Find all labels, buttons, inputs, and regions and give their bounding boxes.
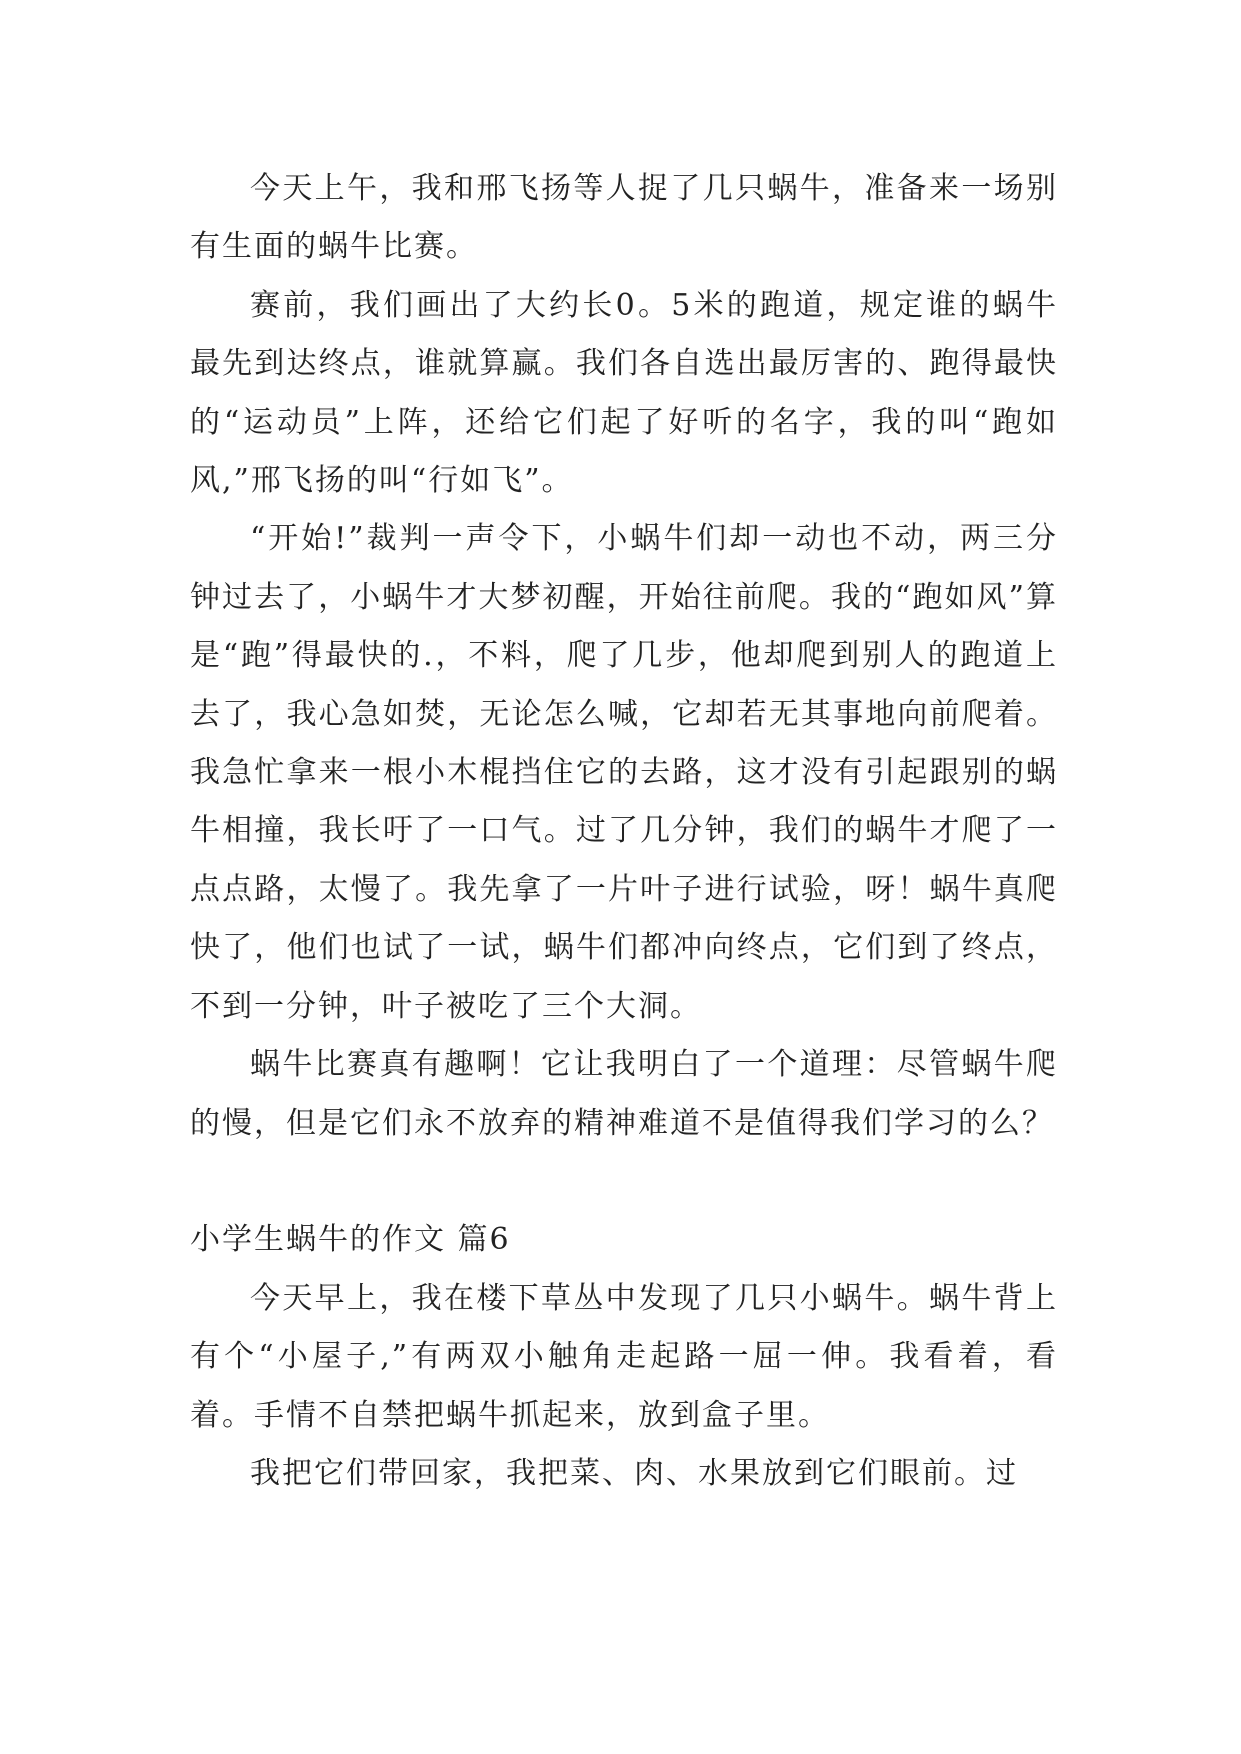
document-body — [190, 160, 1058, 1503]
paragraph-bringing-home: 我把它们带回家，我把菜、肉、水果放到它们眼前。过 — [250, 1455, 1018, 1491]
paragraph-contest-intro: 今天上午，我和邢飞扬等人捉了几只蜗牛，准备来一场别有生面的蜗牛比赛。 — [190, 171, 1058, 265]
section-heading: 小学生蜗牛的作文 篇6 — [190, 1222, 511, 1258]
paragraph-race-progress: “开始!”裁判一声令下，小蜗牛们却一动也不动，两三分钟过去了，小蜗牛才大梦初醒，开始往前爬。我的“跑如风”算是“跑”得最快的.，不料，爬了几步，他却爬到别人的跑道上去了，我心急如焚，无论怎么喊，它却若无其事地向前爬着。我急忙拿来一根小木棍挡住它的去路，这才没有引起跟别的蜗牛相撞，我长吁了一口气。过了几分钟，我们的蜗牛才爬了一点点路，太慢了。我先拿了一片叶子进行试验，呀！蜗牛真爬快了，他们也试了一试，蜗牛们都冲向终点，它们到了终点，不到一分钟，叶子被吃了三个大洞。 — [190, 521, 1058, 1024]
paragraph-race-lesson: 蜗牛比赛真有趣啊！它让我明白了一个道理：尽管蜗牛爬的慢，但是它们永不放弃的精神难道不是值得我们学习的么？ — [190, 1047, 1058, 1141]
paragraph-finding-snails: 今天早上，我在楼下草丛中发现了几只小蜗牛。蜗牛背上有个“小屋子,”有两双小触角走起路一屈一伸。我看着，看着。手情不自禁把蜗牛抓起来，放到盒子里。 — [190, 1280, 1058, 1433]
section-spacer — [190, 1153, 1058, 1211]
paragraph-race-setup: 赛前，我们画出了大约长0。5米的跑道，规定谁的蜗牛最先到达终点，谁就算赢。我们各自选出最厉害的、跑得最快的“运动员”上阵，还给它们起了好听的名字，我的叫“跑如风,”邢飞扬的叫“行如飞”。 — [190, 287, 1058, 499]
